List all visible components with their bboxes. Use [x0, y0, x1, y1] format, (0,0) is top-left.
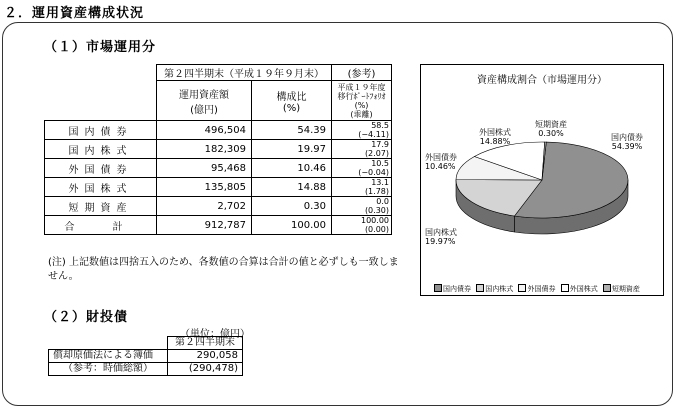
fiscal-corner: [49, 337, 168, 350]
fiscal-row-value: (290,478): [168, 363, 243, 376]
ref-deviation: (1.78): [364, 187, 389, 196]
col-ratio-unit: (%): [282, 102, 301, 114]
pie-label-pct: 54.39%: [611, 142, 643, 151]
row-amount: 182,309: [157, 140, 252, 159]
ref-value: 58.5: [371, 121, 389, 130]
ref-sub-line2: 移行ﾎﾟｰﾄﾌｫﾘｵ: [337, 91, 386, 101]
fiscal-table: [48, 336, 243, 376]
market-table: [44, 64, 392, 235]
fiscal-row-label: （参考：時価総額）: [49, 363, 168, 376]
chart-legend: [431, 284, 640, 294]
pie-chart: [421, 65, 663, 275]
legend-item: 外国債券: [527, 285, 556, 293]
row-amount: 496,504: [157, 121, 252, 140]
fiscal-header: 第２四半期末: [168, 337, 243, 350]
pie-label-name: 外国債券: [425, 153, 457, 162]
market-title: （１）市場運用分: [44, 40, 157, 55]
pie-label-name: 短期資産: [535, 120, 567, 129]
row-label: 国内株式: [45, 140, 157, 159]
pie-label-name: 国内債券: [611, 133, 643, 142]
table-note: (注) 上記数値は四捨五入のため、各数値の合算は合計の値と必ずしも一致しません。: [48, 257, 399, 282]
table-row: [45, 140, 392, 159]
row-ratio: 54.39: [252, 121, 332, 140]
ref-value: 100.00: [361, 216, 389, 225]
table-row: [49, 363, 243, 376]
table-row: [45, 159, 392, 178]
col-ratio-header: [252, 81, 332, 121]
row-label: 合 計: [45, 216, 157, 235]
ref-sub-line4: (乖離): [350, 109, 373, 119]
row-ref: [332, 216, 392, 235]
legend-item: 短期資産: [611, 285, 640, 293]
row-label: 短期資産: [45, 197, 157, 216]
row-amount: 912,787: [157, 216, 252, 235]
ref-value: 17.9: [371, 140, 389, 149]
ref-sub-line3: (%): [354, 100, 369, 110]
table-row: [45, 121, 392, 140]
legend-item: 外国株式: [569, 285, 598, 293]
pie-label-domestic-stocks: [425, 228, 457, 246]
ref-value: 10.5: [371, 159, 389, 168]
row-ratio: 14.88: [252, 178, 332, 197]
row-ratio: 19.97: [252, 140, 332, 159]
row-amount: 95,468: [157, 159, 252, 178]
ref-value: 0.0: [376, 197, 389, 206]
fiscal-row-label: 償却原価法による簿価: [49, 350, 168, 363]
row-label: 外国株式: [45, 178, 157, 197]
row-amount: 2,702: [157, 197, 252, 216]
legend-swatch: [518, 284, 526, 292]
pie-label-pct: 19.97%: [425, 237, 456, 246]
fiscal-unit: （単位：億円）: [180, 329, 250, 340]
section-title: ２．運用資産構成状況: [4, 6, 145, 21]
col-amount-unit: (億円): [190, 104, 218, 116]
legend-item: 国内債券: [443, 285, 471, 293]
chart-title: 資産構成割合（市場運用分）: [477, 75, 607, 86]
ref-sub-line1: 平成１９年度: [337, 82, 386, 92]
legend-swatch: [603, 284, 611, 292]
pie-label-pct: 0.30%: [538, 129, 564, 138]
table-row: [45, 197, 392, 216]
pie-label-foreign-bonds: [425, 153, 457, 171]
fiscal-title: （２）財投債: [44, 310, 129, 325]
legend-swatch: [476, 284, 484, 292]
row-ratio: 0.30: [252, 197, 332, 216]
legend-swatch: [561, 284, 569, 292]
period-header: 第２四半期末（平成１９年９月末）: [157, 65, 332, 81]
row-label: 国内債券: [45, 121, 157, 140]
col-amount-label: 運用資産額: [179, 89, 229, 101]
row-ref: [332, 197, 392, 216]
fiscal-row-value: 290,058: [168, 350, 243, 363]
row-ref: [332, 159, 392, 178]
row-ratio: 10.46: [252, 159, 332, 178]
ref-deviation: (0.00): [364, 225, 389, 234]
table-corner: [45, 65, 157, 121]
table-row: [45, 178, 392, 197]
pie-label-name: 国内株式: [425, 228, 457, 237]
table-row: [49, 350, 243, 363]
row-label: 外国債券: [45, 159, 157, 178]
pie-label-name: 外国株式: [479, 128, 511, 137]
pie-label-foreign-stocks: [479, 128, 511, 146]
pie-label-domestic-bonds: [611, 133, 643, 151]
pie-label-pct: 10.46%: [425, 162, 456, 171]
ref-value: 13.1: [371, 178, 389, 187]
row-ref: [332, 178, 392, 197]
table-total-row: [45, 216, 392, 235]
legend-item: 国内株式: [485, 285, 514, 293]
ref-deviation: (−0.04): [358, 168, 389, 177]
ref-header: (参考): [332, 65, 392, 81]
pie-label-pct: 14.88%: [479, 137, 511, 146]
row-ratio: 100.00: [252, 216, 332, 235]
ref-sub-header: [332, 81, 392, 121]
col-ratio-label: 構成比: [276, 91, 307, 103]
pie-label-short-term: [535, 120, 567, 138]
row-ref: [332, 121, 392, 140]
legend-swatch: [434, 284, 442, 292]
row-ref: [332, 140, 392, 159]
ref-deviation: (2.07): [364, 149, 389, 158]
ref-deviation: (0.30): [364, 206, 389, 215]
row-amount: 135,805: [157, 178, 252, 197]
pie-chart-box: [420, 64, 664, 296]
col-amount-header: [157, 81, 252, 121]
ref-deviation: (−4.11): [358, 130, 389, 139]
